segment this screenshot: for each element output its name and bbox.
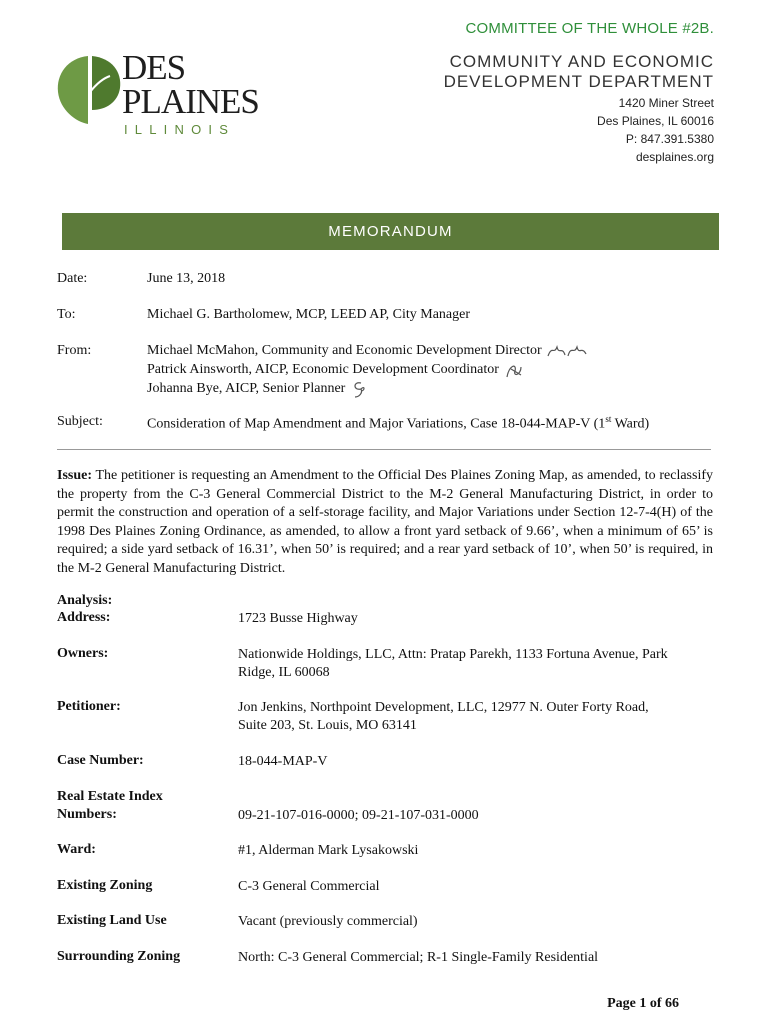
from-line-1 [147,343,588,359]
to-label: To: [57,307,76,322]
signature-initials-icon [503,361,525,379]
from-line-3 [147,379,367,399]
issue-paragraph [57,467,713,578]
divider [57,449,711,450]
address-value: 1723 Busse Highway [238,611,358,626]
date-value: June 13, 2018 [147,271,226,286]
existing-land-use-label: Existing Land Use [57,913,167,928]
subject-label: Subject: [57,414,103,429]
subject-superscript: st [605,414,612,424]
from-label: From: [57,343,92,358]
from-name-1: Michael McMahon, Community and Economic Development Director [147,343,542,359]
address-city: Des Plaines, IL 60016 [597,114,714,128]
from-name-2: Patrick Ainsworth, AICP, Economic Development Coordinator [147,362,499,378]
owners-value-2: Ridge, IL 60068 [238,665,330,680]
logo-text-des: DES [122,48,186,87]
subject-value [147,414,649,433]
department-name-line1: COMMUNITY AND ECONOMIC [449,52,714,71]
to-value: Michael G. Bartholomew, MCP, LEED AP, City Manager [147,307,471,322]
surrounding-zoning-value: North: C-3 General Commercial; R-1 Single-Family Residential [238,950,599,965]
page-number: Page 1 of 66 [607,996,679,1011]
address-label: Address: [57,610,111,625]
signature-initials-icon [546,343,588,359]
date-label: Date: [57,271,88,286]
signature-initials-icon [349,379,367,399]
issue-text: The petitioner is requesting an Amendment to the Official Des Plaines Zoning Map, as amended, to reclassify the property from the C-3 General Commercial District to the M-2 General Manufacturing District, in order to permit the construction and operation of a self-storage facility, and Major Variations under Section 12-7-4(H) of the 1998 Des Plaines Zoning Ordinance, as amended, to allow a front yard setback of 9.66’, when a minimum of 65’ is required; a side yard setback of 16.31’, when 50’ is required; and a rear yard setback of 10’, when 50’ is required, in the M-2 General Manufacturing District. [57,468,714,576]
analysis-heading: Analysis: [57,593,113,608]
case-number-label: Case Number: [57,753,144,768]
existing-land-use-value: Vacant (previously commercial) [238,914,418,929]
issue-label: Issue: [57,468,93,483]
rei-label-line1: Real Estate Index [57,789,163,804]
case-number-value: 18-044-MAP-V [238,754,328,769]
subject-text: Consideration of Map Amendment and Major Variations, Case 18-044-MAP-V (1 [147,416,606,432]
rei-value: 09-21-107-016-0000; 09-21-107-031-0000 [238,808,479,823]
owners-label: Owners: [57,646,109,661]
existing-zoning-value: C-3 General Commercial [238,879,380,894]
memorandum-banner [62,213,719,250]
ward-label: Ward: [57,842,96,857]
surrounding-zoning-label: Surrounding Zoning [57,949,181,964]
rei-label-line2: Numbers: [57,807,117,822]
address-street: 1420 Miner Street [618,96,714,110]
leaf-logo-icon [54,52,124,128]
logo-text-illinois: ILLINOIS [124,122,236,137]
memorandum-title: MEMORANDUM [328,223,453,240]
des-plaines-logo [54,48,264,144]
logo-text-plaines: PLAINES [122,82,259,121]
petitioner-value-2: Suite 203, St. Louis, MO 63141 [238,718,417,733]
website[interactable]: desplaines.org [635,150,714,164]
petitioner-value-1: Jon Jenkins, Northpoint Development, LLC, 12977 N. Outer Forty Road, [238,700,649,715]
from-name-3: Johanna Bye, AICP, Senior Planner [147,381,346,397]
subject-text-end: Ward) [611,416,650,432]
committee-heading: COMMITTEE OF THE WHOLE #2B. [465,20,714,37]
ward-value: #1, Alderman Mark Lysakowski [238,843,419,858]
department-name-line2: DEVELOPMENT DEPARTMENT [443,72,714,91]
owners-value-1: Nationwide Holdings, LLC, Attn: Pratap Parekh, 1133 Fortuna Avenue, Park [238,647,668,662]
from-line-2 [147,361,525,379]
existing-zoning-label: Existing Zoning [57,878,153,893]
phone-number: P: 847.391.5380 [625,132,714,146]
petitioner-label: Petitioner: [57,699,121,714]
